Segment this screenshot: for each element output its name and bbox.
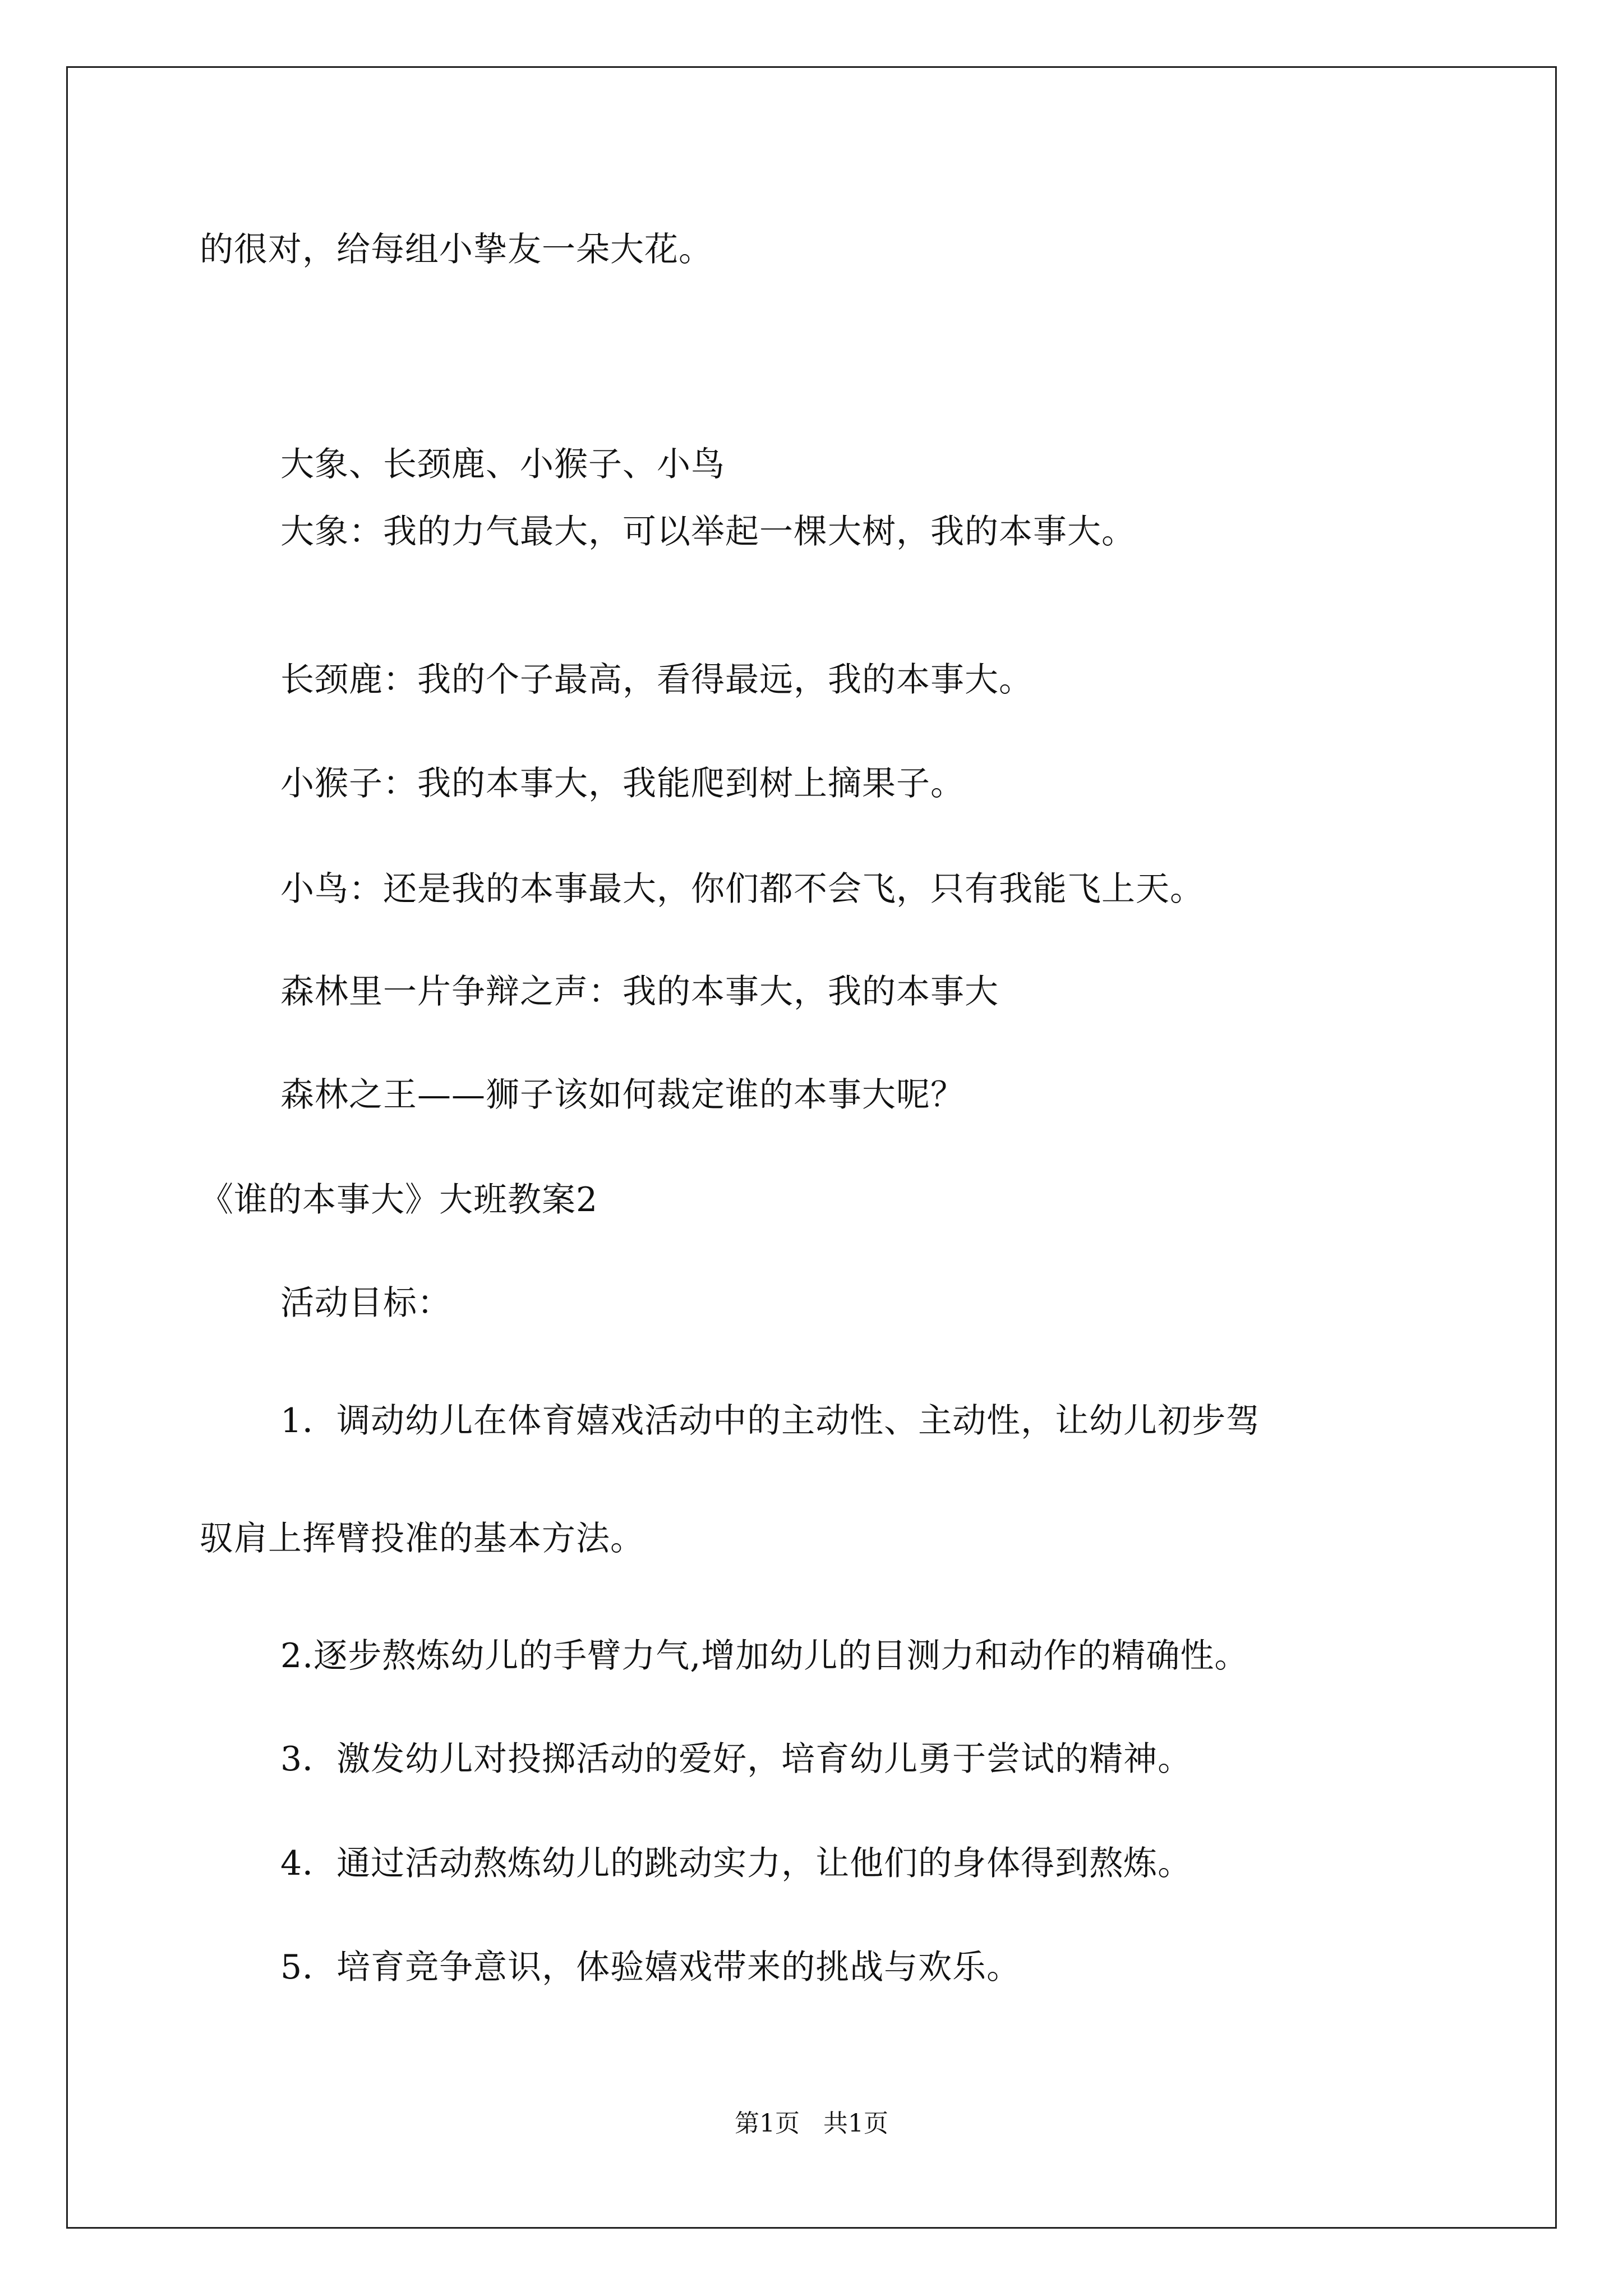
text-line-forest-debate: 森林里一片争辩之声：我的本事大，我的本事大 <box>280 972 999 1011</box>
text-line-characters: 大象、长颈鹿、小猴子、小鸟 <box>280 445 725 484</box>
text-line-goal-3: 3．激发幼儿对投掷活动的爱好，培育幼儿勇于尝试的精神。 <box>280 1740 1192 1779</box>
text-line-goal-1: 1．调动幼儿在体育嬉戏活动中的主动性、主动性，让幼儿初步驾 <box>280 1401 1261 1441</box>
section-heading: 《谁的本事大》大班教案2 <box>200 1180 598 1220</box>
text-line-elephant: 大象：我的力气最大，可以举起一棵大树，我的本事大。 <box>280 512 1136 551</box>
text-line-goal-5: 5．培育竞争意识，体验嬉戏带来的挑战与欢乐。 <box>280 1948 1021 1987</box>
text-line-monkey: 小猴子：我的本事大，我能爬到树上摘果子。 <box>280 764 965 803</box>
text-line-goal-4: 4．通过活动熬炼幼儿的跳动实力，让他们的身体得到熬炼。 <box>280 1844 1192 1883</box>
text-line-bird: 小鸟：还是我的本事最大，你们都不会飞，只有我能飞上天。 <box>280 869 1204 909</box>
text-line-goal-2: 2.逐步熬炼幼儿的手臂力气,增加幼儿的目测力和动作的精确性。 <box>280 1636 1249 1676</box>
text-line-lion-question: 森林之王——狮子该如何裁定谁的本事大呢？ <box>280 1075 965 1115</box>
text-line-giraffe: 长颈鹿：我的个子最高，看得最远，我的本事大。 <box>280 660 1033 700</box>
page-number-footer: 第1页 共1页 <box>735 2109 888 2138</box>
text-line-goal-1-continued: 驭肩上挥臂投准的基本方法。 <box>200 1519 644 1558</box>
text-line-goals-heading: 活动目标： <box>280 1283 451 1323</box>
page-border <box>66 66 1557 2229</box>
text-line-continuation: 的很对，给每组小挚友一朵大花。 <box>200 230 713 269</box>
